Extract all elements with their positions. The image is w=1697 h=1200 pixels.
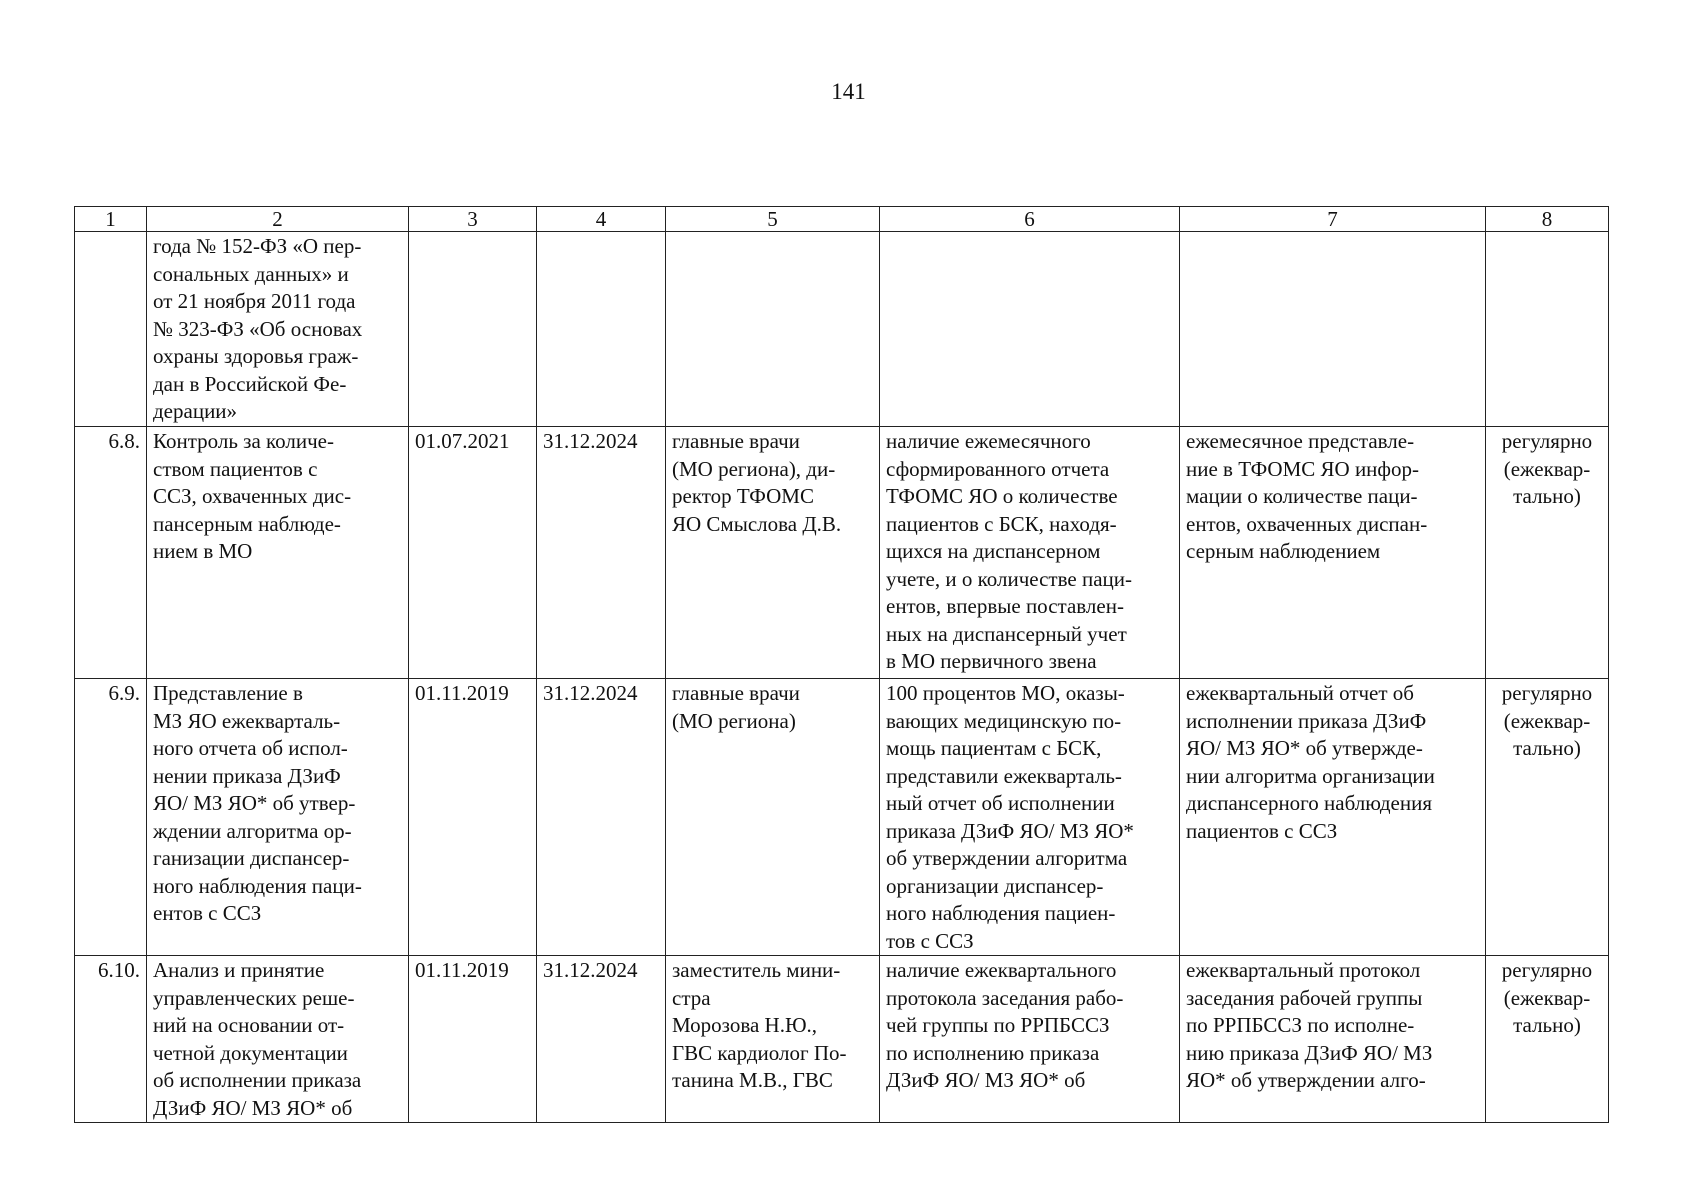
column-header: 4 (537, 207, 666, 232)
table-row (75, 679, 1609, 956)
responsible-line: (МО региона) (672, 708, 796, 733)
table-row (75, 427, 1609, 679)
plan-table (74, 206, 1609, 1123)
row-number-cell: 6.8. (75, 427, 147, 679)
result-line: заседания рабочей группы (1186, 985, 1423, 1010)
periodicity-line: тально) (1513, 484, 1581, 508)
page-number: 141 (831, 79, 866, 104)
column-header: 1 (75, 207, 147, 232)
responsible-cell (666, 679, 880, 956)
start-date-cell: 01.11.2019 (409, 956, 537, 1123)
result-line: пациентов с ССЗ (1186, 818, 1338, 843)
measure-name-cell (147, 232, 409, 427)
periodicity-cell (1486, 956, 1609, 1123)
indicator-line: чей группы по РРПБССЗ (886, 1013, 1110, 1037)
start-date-cell: 01.11.2019 (409, 679, 537, 956)
measure-name-line: ждении алгоритма ор- (153, 818, 352, 843)
measure-name-cell (147, 427, 409, 679)
column-header: 8 (1486, 207, 1609, 232)
measure-name-line: дерации» (153, 399, 238, 423)
responsible-line: ЯО Смыслова Д.В. (672, 511, 842, 536)
start-date-cell: 01.07.2021 (409, 427, 537, 679)
indicator-line: сформированного отчета (886, 456, 1110, 481)
indicator-line: щихся на диспансерном (886, 539, 1101, 563)
indicator-line: в МО первичного звена (886, 649, 1097, 673)
result-line: ежеквартальный протокол (1186, 958, 1421, 982)
measure-name-line: нием в МО (153, 539, 253, 563)
end-date-cell: 31.12.2024 (537, 427, 666, 679)
periodicity-line: тально) (1513, 1013, 1581, 1037)
measure-name-line: охраны здоровья граж- (153, 344, 359, 368)
responsible-line: главные врачи (672, 429, 800, 453)
row-number-cell: 6.9. (75, 679, 147, 956)
responsible-line: ГВС кардиолог По- (672, 1040, 847, 1065)
measure-name-line: дан в Российской Фе- (153, 371, 347, 396)
result-line: ЯО* об утверждении алго- (1186, 1068, 1426, 1092)
indicator-line: ДЗиФ ЯО/ МЗ ЯО* об (886, 1068, 1086, 1092)
result-line: серным наблюдением (1186, 539, 1381, 563)
indicator-line: ный отчет об исполнении (886, 791, 1115, 815)
measure-name-line: четной документации (153, 1040, 348, 1065)
measure-name-line: ЯО/ МЗ ЯО* об утвер- (153, 791, 356, 815)
periodicity-cell (1486, 679, 1609, 956)
start-date-cell (409, 232, 537, 427)
row-number-cell (75, 232, 147, 427)
indicator-line: организации диспансер- (886, 873, 1104, 898)
periodicity-line: (ежеквар- (1503, 456, 1591, 481)
indicator-line: вающих медицинскую по- (886, 708, 1122, 733)
indicator-line: по исполнению приказа (886, 1040, 1100, 1065)
measure-name-line: пансерным наблюде- (153, 511, 341, 536)
responsible-line: главные врачи (672, 681, 800, 705)
measure-name-line: сональных данных» и (153, 261, 349, 286)
indicator-line: пациентов с БСК, находя- (886, 511, 1117, 536)
responsible-line: танина М.В., ГВС (672, 1068, 833, 1092)
measure-name-line: Представление в (153, 681, 303, 705)
indicator-line: ного наблюдения пациен- (886, 901, 1116, 925)
column-header: 2 (147, 207, 409, 232)
measure-name-line: ганизации диспансер- (153, 846, 350, 870)
measure-name-line: МЗ ЯО ежекварталь- (153, 708, 341, 733)
result-line: мации о количестве паци- (1186, 484, 1418, 508)
measure-name-cell (147, 679, 409, 956)
responsible-line: Морозова Н.Ю., (672, 1013, 818, 1037)
indicator-line: тов с ССЗ (886, 928, 974, 953)
indicator-line: мощь пациентам с БСК, (886, 736, 1102, 760)
result-line: нию приказа ДЗиФ ЯО/ МЗ (1186, 1040, 1433, 1065)
indicator-line: 100 процентов МО, оказы- (886, 681, 1125, 705)
result-line: ежеквартальный отчет об (1186, 681, 1414, 705)
indicator-line: ТФОМС ЯО о количестве (886, 484, 1118, 508)
periodicity-line: регулярно (1501, 681, 1593, 705)
responsible-line: заместитель мини- (672, 958, 841, 982)
column-number-row (75, 207, 1609, 232)
periodicity-cell (1486, 427, 1609, 679)
indicator-line: учете, и о количестве паци- (886, 566, 1132, 591)
responsible-cell (666, 232, 880, 427)
indicator-line: приказа ДЗиФ ЯО/ МЗ ЯО* (886, 818, 1134, 843)
periodicity-line: регулярно (1501, 429, 1593, 453)
responsible-cell (666, 427, 880, 679)
table-row (75, 232, 1609, 427)
indicator-line: ентов, впервые поставлен- (886, 594, 1124, 618)
periodicity-line: (ежеквар- (1503, 985, 1591, 1010)
result-line: по РРПБССЗ по исполне- (1186, 1013, 1415, 1037)
periodicity-line: регулярно (1501, 958, 1593, 982)
measure-name-line: ССЗ, охваченных дис- (153, 484, 352, 508)
responsible-line: ректор ТФОМС (672, 484, 814, 508)
result-cell (1180, 956, 1486, 1123)
result-cell (1180, 232, 1486, 427)
responsible-line: стра (672, 985, 711, 1010)
table-row (75, 956, 1609, 1123)
indicator-line: наличие ежеквартального (886, 958, 1117, 982)
measure-name-line: управленческих реше- (153, 985, 355, 1010)
responsible-cell (666, 956, 880, 1123)
result-line: диспансерного наблюдения (1186, 791, 1432, 815)
periodicity-cell (1486, 232, 1609, 427)
result-line: ние в ТФОМС ЯО инфор- (1186, 456, 1420, 481)
indicator-cell (880, 232, 1180, 427)
indicator-line: протокола заседания рабо- (886, 985, 1124, 1010)
end-date-cell (537, 232, 666, 427)
indicator-line: наличие ежемесячного (886, 429, 1091, 453)
result-line: ежемесячное представле- (1186, 429, 1415, 453)
column-header: 6 (880, 207, 1180, 232)
column-header: 7 (1180, 207, 1486, 232)
measure-name-line: ного отчета об испол- (153, 736, 348, 760)
result-line: ЯО/ МЗ ЯО* об утвержде- (1186, 736, 1423, 760)
measure-name-line: об исполнении приказа (153, 1068, 362, 1092)
measure-name-line: от 21 ноября 2011 года (153, 289, 356, 313)
measure-name-line: ного наблюдения паци- (153, 873, 362, 898)
result-line: ентов, охваченных диспан- (1186, 511, 1428, 536)
result-cell (1180, 679, 1486, 956)
indicator-cell (880, 679, 1180, 956)
measure-name-line: года № 152-ФЗ «О пер- (153, 234, 362, 258)
measure-name-cell (147, 956, 409, 1123)
measure-name-line: Контроль за количе- (153, 429, 334, 453)
indicator-cell (880, 956, 1180, 1123)
result-cell (1180, 427, 1486, 679)
measure-name-line: нении приказа ДЗиФ (153, 763, 341, 788)
responsible-line: (МО региона), ди- (672, 456, 836, 481)
measure-name-line: ентов с ССЗ (153, 901, 262, 925)
indicator-line: ных на диспансерный учет (886, 621, 1127, 646)
measure-name-line: № 323-ФЗ «Об основах (153, 316, 363, 341)
measure-name-line: ний на основании от- (153, 1013, 345, 1037)
end-date-cell: 31.12.2024 (537, 956, 666, 1123)
measure-name-line: ДЗиФ ЯО/ МЗ ЯО* об (153, 1095, 353, 1120)
result-line: нии алгоритма организации (1186, 763, 1435, 788)
row-number-cell: 6.10. (75, 956, 147, 1123)
end-date-cell: 31.12.2024 (537, 679, 666, 956)
column-header: 3 (409, 207, 537, 232)
indicator-line: представили ежекварталь- (886, 763, 1122, 788)
measure-name-line: ством пациентов с (153, 456, 318, 481)
result-line: исполнении приказа ДЗиФ (1186, 708, 1427, 733)
column-header: 5 (666, 207, 880, 232)
indicator-cell (880, 427, 1180, 679)
periodicity-line: (ежеквар- (1503, 708, 1591, 733)
periodicity-line: тально) (1513, 736, 1581, 760)
measure-name-line: Анализ и принятие (153, 958, 325, 982)
indicator-line: об утверждении алгоритма (886, 846, 1128, 870)
